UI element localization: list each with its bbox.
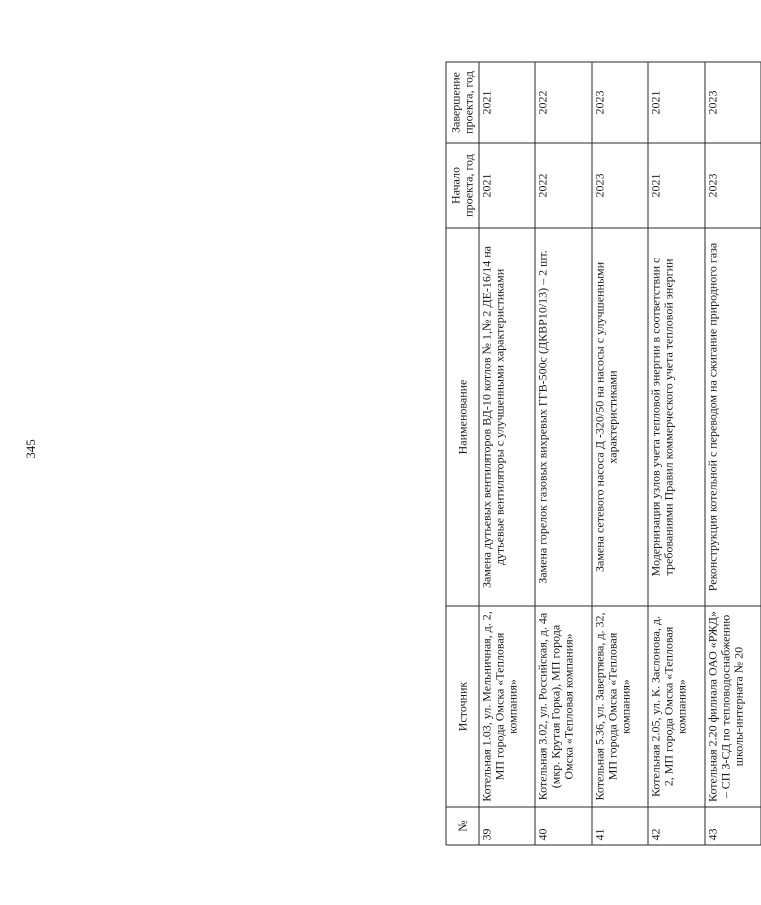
row-name: Замена дутьевых вентиляторов ВД-10 котлов № 1,№ 2 ДЕ-16/14 на дутьевые вентиляторы с улучшенными характеристиками [479, 228, 535, 606]
row-start-year: 2022 [535, 143, 591, 228]
row-start-year: 2023 [591, 143, 647, 228]
projects-table [445, 61, 761, 845]
row-start-year: 2021 [479, 143, 535, 228]
row-num: 40 [535, 807, 591, 845]
table-row [704, 62, 760, 845]
row-name: Реконструкция котельной с переводом на сжигание природного газа [704, 228, 760, 606]
row-end-year: 2021 [648, 62, 704, 143]
header-name: Наименование [446, 228, 479, 606]
table-row [648, 62, 704, 845]
row-num: 42 [648, 807, 704, 845]
row-source: Котельная 3.02, ул. Российская, д. 4а (мкр. Крутая Горка), МП города Омска «Тепловая компания» [535, 606, 591, 807]
row-name: Модернизация узлов учета тепловой энергии в соответствии с требованиями Правил коммерческого учета тепловой энергии [648, 228, 704, 606]
row-end-year: 2023 [704, 62, 760, 143]
row-start-year: 2021 [648, 143, 704, 228]
row-end-year: 2022 [535, 62, 591, 143]
header-start-year: Начало проекта, год [446, 143, 479, 228]
header-source: Источник [446, 606, 479, 807]
row-num: 39 [479, 807, 535, 845]
row-name: Замена горелок газовых вихревых ГГВ-500с (ДКВР10/13) – 2 шт. [535, 228, 591, 606]
row-source: Котельная 5.36, ул. Завертяева, д. 32, МП города Омска «Тепловая компания» [591, 606, 647, 807]
row-source: Котельная 2.20 филиала ОАО «РЖД» – СП З-СД по тепловодоснабжению школы-интерната № 20 [704, 606, 760, 807]
rotated-table-container [445, 62, 761, 845]
row-source: Котельная 1.03, ул. Мельничная, д. 2, МП города Омска «Тепловая компания» [479, 606, 535, 807]
row-name: Замена сетевого насоса Д -320/50 на насосы с улучшенными характеристиками [591, 228, 647, 606]
row-num: 41 [591, 807, 647, 845]
page-number: 345 [23, 439, 38, 459]
header-num: № [446, 807, 479, 845]
row-source: Котельная 2.05, ул. К. Заслонова, д. 2, МП города Омска «Тепловая компания» [648, 606, 704, 807]
table-header-row [446, 62, 479, 845]
row-num: 43 [704, 807, 760, 845]
row-end-year: 2021 [479, 62, 535, 143]
row-end-year: 2023 [591, 62, 647, 143]
table-row [479, 62, 535, 845]
header-end-year: Завершение проекта, год [446, 62, 479, 143]
table-row [535, 62, 591, 845]
row-start-year: 2023 [704, 143, 760, 228]
table-row [591, 62, 647, 845]
